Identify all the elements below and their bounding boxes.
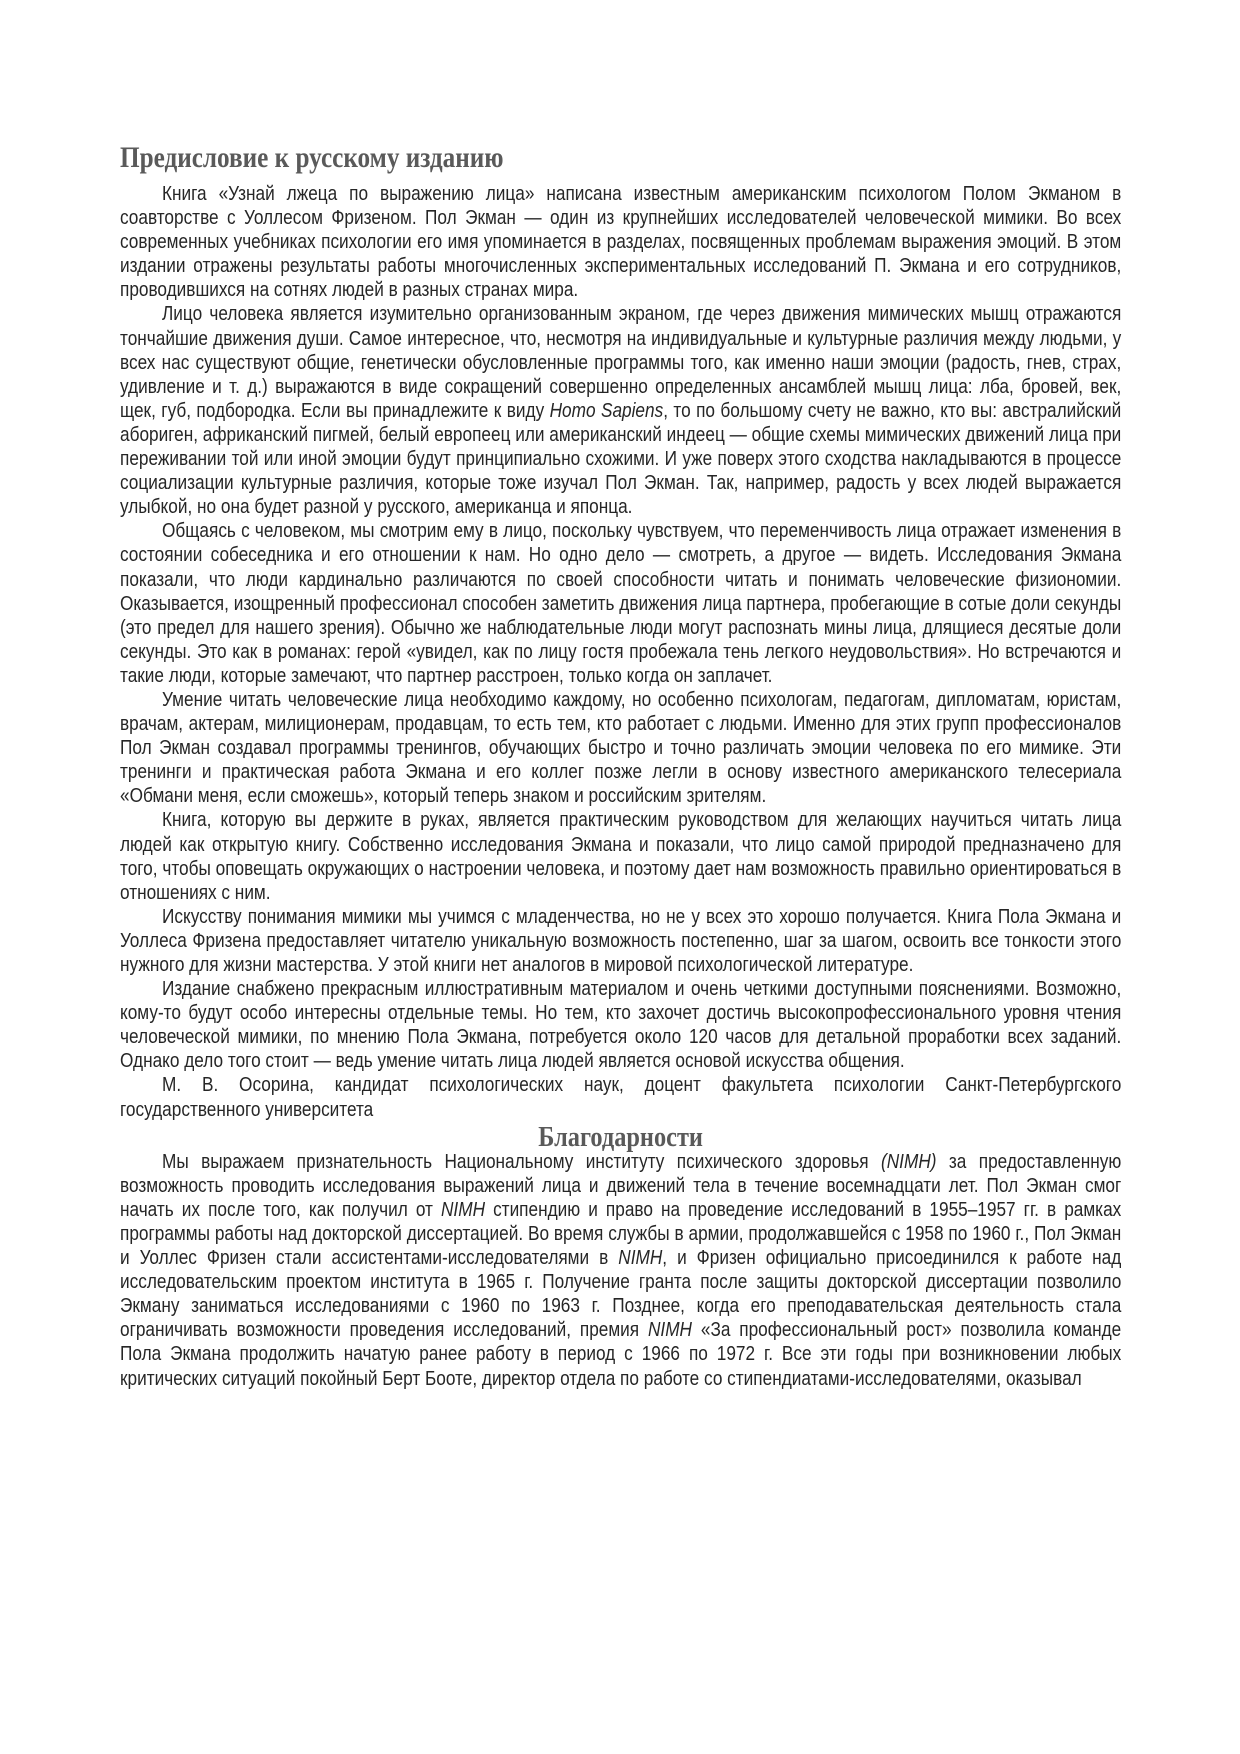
preface-paragraph [120, 688, 1121, 808]
italic-text: (NIMH) [881, 1149, 937, 1173]
preface-paragraph [120, 977, 1121, 1073]
preface-paragraph [120, 302, 1121, 519]
preface-paragraph [120, 905, 1121, 977]
paragraph-text: М. В. Осорина, кандидат психологических наук, доцент факультета психологии Санкт-Петербургского государственного университета [120, 1073, 1122, 1121]
italic-text: NIMH [647, 1318, 693, 1342]
preface-paragraph [120, 808, 1121, 904]
preface-paragraph [120, 1073, 1121, 1121]
acknowledgements-heading: Благодарности [538, 1120, 703, 1153]
preface-paragraph [120, 182, 1121, 302]
italic-text: NIMH [440, 1197, 486, 1221]
paragraph-text: Общаясь с человеком, мы смотрим ему в лицо, поскольку чувствуем, что переменчивость лица отражает изменения в состоянии собеседника и его отношении к нам. Но одно дело — смотреть, а другое — видеть. Исследования Экмана показали, что люди кардинально различаются по своей способности читать и понимать человеческие физиономии. Оказывается, изощренный профессионал способен заметить движения лица партнера, пробегающие в сотые доли секунды (это предел для нашего зрения). Обычно же наблюдательные люди могут распознать мины лица, длящиеся десятые доли секунды. Это как в романах: герой «увидел, как по лицу гостя пробежала тень легкого неудовольствия». Но встречаются и такие люди, которые замечают, что партнер расстроен, только когда он заплачет. [120, 519, 1122, 687]
paragraph-text: Издание снабжено прекрасным иллюстративным материалом и очень четкими доступными пояснениями. Возможно, кому-то будут особо интересны отдельные темы. Но тем, кто захочет достичь высокопрофессионального уровня чтения человеческой мимики, по мнению Пола Экмана, потребуется около 120 часов для детальной проработки всех заданий. Однако дело того стоит — ведь умение читать лица людей является основой искусства общения. [120, 977, 1122, 1073]
paragraph-text: Искусству понимания мимики мы учимся с младенчества, но не у всех это хорошо получается. Книга Пола Экмана и Уоллеса Фризена предоставляет читателю уникальную возможность постепенно, шаг за шагом, освоить все тонкости этого нужного для жизни мастерства. У этой книги нет аналогов в мировой психологической литературе. [120, 904, 1122, 976]
document-page [120, 140, 1121, 1391]
paragraph-text: Умение читать человеческие лица необходимо каждому, но особенно психологам, педагогам, дипломатам, юристам, врачам, актерам, милиционерам, продавцам, то есть тем, кто работает с людьми. Именно для этих групп профессионалов Пол Экман создавал программы тренингов, обучающих быстро и точно различать эмоции человека по его мимике. Эти тренинги и практическая работа Экмана и его коллег позже легли в основу известного американского телесериала «Обмани меня, если сможешь», который теперь знаком и российским зрителям. [120, 687, 1122, 808]
italic-text: NIMH [618, 1246, 663, 1270]
italic-text: Homo Sapiens [549, 398, 664, 422]
preface-heading: Предисловие к русскому изданию [120, 141, 504, 174]
acknowledgements-body [120, 1150, 1121, 1391]
paragraph-text: стипендию и право на проведение исследований в 1955–1957 гг. в рамках программы работы над докторской диссертацией. Во время службы в армии, продолжавшейся с 1958 по 1960 г., Пол Экман и Уоллес Фризен стали ассистентами-исследователями в [120, 1197, 1122, 1270]
paragraph-text: за предоставленную возможность проводить исследования выражений лица и движений тела в течение восемнадцати лет. Пол Экман смог начать их после того, как получил от [120, 1149, 1122, 1221]
paragraph-text: «За профессиональный рост» позволила команде Пола Экмана продолжить начатую ранее работу в период с 1966 по 1972 г. Все эти годы при возникновении любых критических ситуаций покойный Берт Бооте, директор отдела по работе со стипендиатами-исследователями, оказывал [120, 1318, 1122, 1390]
paragraph-text: , и Фризен официально присоединился к работе над исследовательским проектом института в 1965 г. Получение гранта после защиты докторской диссертации позволило Экману заниматься исследованиями с 1960 по 1963 г. Позднее, когда его преподавательская деятельность стала ограничивать возможности проведения исследований, премия [120, 1246, 1122, 1342]
preface-paragraph [120, 519, 1121, 688]
acknowledgements-paragraph [120, 1150, 1121, 1391]
paragraph-text: Книга, которую вы держите в руках, является практическим руководством для желающих научиться читать лица людей как открытую книгу. Собственно исследования Экмана и показали, что лицо самой природой предназначено для того, чтобы оповещать окружающих о настроении человека, и поэтому дает нам возможность правильно ориентироваться в отношениях с ним. [120, 808, 1122, 904]
preface-body [120, 182, 1121, 1122]
paragraph-text: Лицо человека является изумительно организованным экраном, где через движения мимических мышц отражаются тончайшие движения души. Самое интересное, что, несмотря на индивидуальные и культурные различия между людьми, у всех нас существуют общие, генетически обусловленные программы того, как именно наши эмоции (радость, гнев, страх, удивление и т. д.) выражаются в виде сокращений совершенно определенных ансамблей мышц лица: лба, бровей, век, щек, губ, подбородка. Если вы принадлежите к виду [120, 302, 1122, 422]
paragraph-text: Мы выражаем признательность Национальному институту психического здоровья [162, 1149, 882, 1173]
paragraph-text: Книга «Узнай лжеца по выражению лица» написана известным американским психологом Полом Экманом в соавторстве с Уоллесом Фризеном. Пол Экман — один из крупнейших исследователей человеческой мимики. Во всех современных учебниках психологии его имя упоминается в разделах, посвященных проблемам выражения эмоций. В этом издании отражены результаты работы многочисленных экспериментальных исследований П. Экмана и его сотрудников, проводившихся на сотнях людей в разных странах мира. [120, 182, 1122, 302]
paragraph-text: , то по большому счету не важно, кто вы: австралийский абориген, африканский пигмей, белый европеец или американский индеец — общие схемы мимических движений лица при переживании той или иной эмоции будут принципиально схожими. И уже поверх этого сходства накладываются в процессе социализации культурные различия, которые тоже изучал Пол Экман. Так, например, радость у всех людей выражается улыбкой, но она будет разной у русского, американца и японца. [120, 398, 1122, 519]
